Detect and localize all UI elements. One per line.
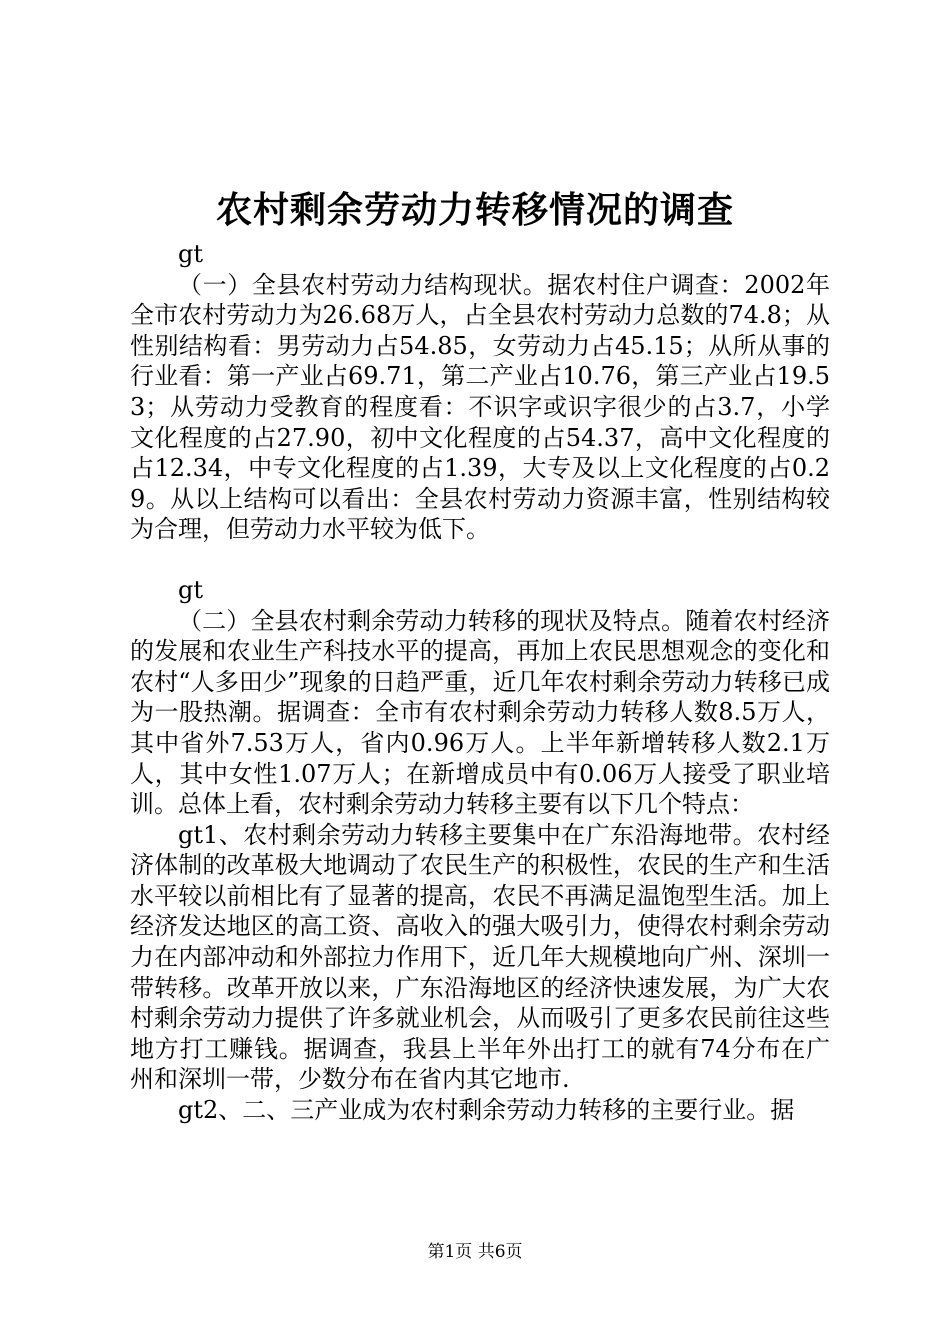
section-marker: gt (178, 240, 204, 268)
paragraph-point-2: gt2、二、三产业成为农村剩余劳动力转移的主要行业。据 (178, 1096, 795, 1125)
paragraph-point-1: gt1、农村剩余劳动力转移主要集中在广东沿海地带。农村经济体制的改革极大地调动了农民生产的积极性，农民的生产和生活水平较以前相比有了显著的提高，农民不再满足温饱型生活。加上经济发达地区的高工资、高收入的强大吸引力，使得农村剩余劳动力在内部冲动和外部拉力作用下，近几年大规模地向广州、深圳一带转移。改革开放以来，广东沿海地区的经济快速发展，为广大农村剩余劳动力提供了许多就业机会，从而吸引了更多农民前往这些地方打工赚钱。据调查，我县上半年外出打工的就有74分布在广州和深圳一带，少数分布在省内其它地市. (130, 820, 830, 1094)
paragraph-labor-structure: （一）全县农村劳动力结构现状。据农村住户调查：2002年全市农村劳动力为26.68万人，占全县农村劳动力总数的74.8；从性别结构看：男劳动力占54.85，女劳动力占45.15；从所从事的行业看：第一产业占69.71，第二产业占10.76，第三产业占19.53；从劳动力受教育的程度看：不识字或识字很少的占3.7，小学文化程度的占27.90，初中文化程度的占54.37，高中文化程度的占12.34，中专文化程度的占1.39，大专及以上文化程度的占0.29。从以上结构可以看出：全县农村劳动力资源丰富，性别结构较为合理，但劳动力水平较为低下。 (130, 270, 830, 544)
document-title: 农村剩余劳动力转移情况的调查 (215, 189, 734, 231)
document-body (130, 239, 830, 1126)
paragraph-transfer-status: （二）全县农村剩余劳动力转移的现状及特点。随着农村经济的发展和农业生产科技水平的提高，再加上农民思想观念的变化和农村“人多田少”现象的日趋严重，近几年农村剩余劳动力转移已成为一股热潮。据调查：全市有农村剩余劳动力转移人数8.5万人，其中省外7.53万人，省内0.96万人。上半年新增转移人数2.1万人，其中女性1.07万人；在新增成员中有0.06万人接受了职业培训。总体上看，农村剩余劳动力转移主要有以下几个特点： (130, 606, 830, 819)
paragraph-gap (130, 545, 830, 575)
section-marker: gt (178, 575, 204, 604)
page-number: 第1页 共6页 (427, 1242, 523, 1262)
